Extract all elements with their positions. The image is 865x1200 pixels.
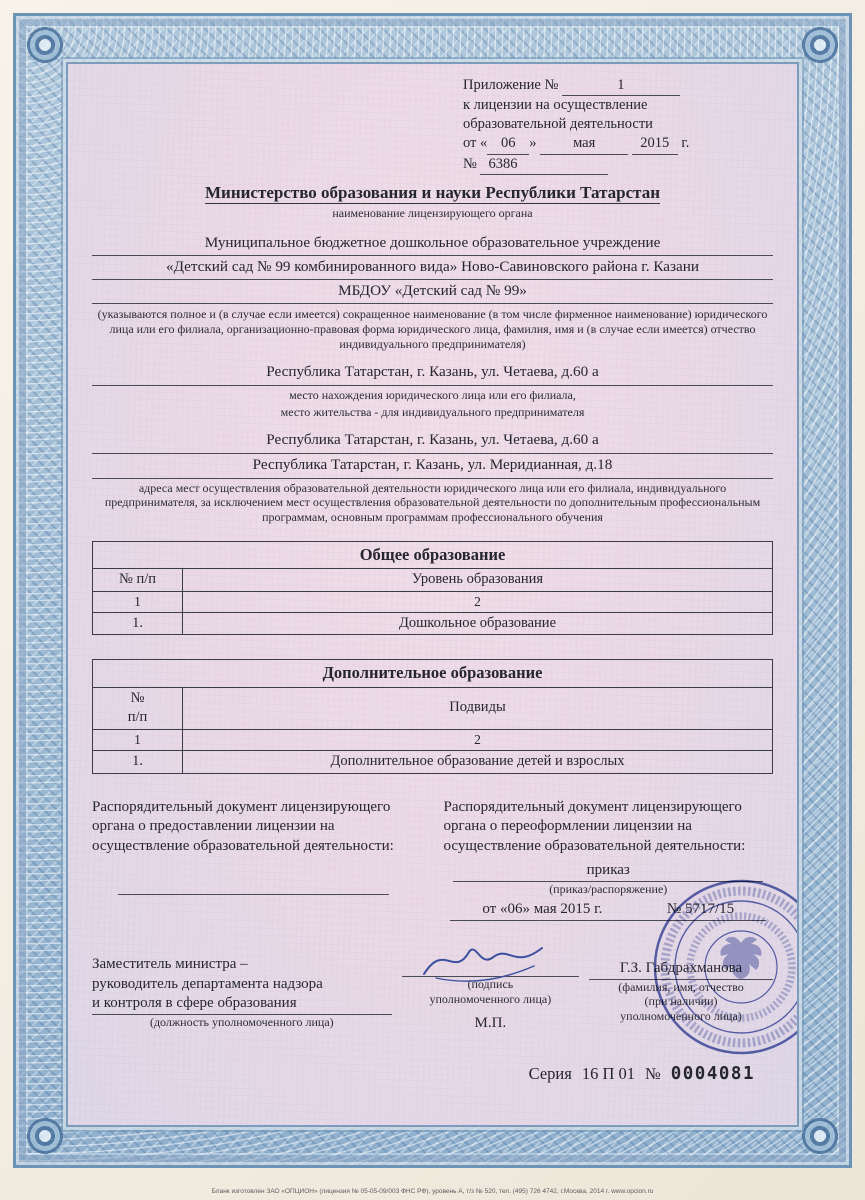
table-row <box>93 612 773 635</box>
ministry-caption: наименование лицензирующего органа <box>332 205 533 220</box>
index-cell: 2 <box>183 591 773 612</box>
license-date-line <box>463 134 771 154</box>
signatory-position <box>92 955 392 1034</box>
table-index-row <box>93 591 773 612</box>
position-line1: Заместитель министра – <box>92 956 248 973</box>
series-number: 0004081 <box>670 1063 755 1084</box>
corner-ornament <box>22 1113 68 1159</box>
location-caption2: место жительства - для индивидуального предпринимателя <box>280 404 585 419</box>
license-number: 6386 <box>480 155 608 175</box>
order-doc-number: № 5717/15 <box>666 901 735 918</box>
order-grant-text: Распорядительный документ лицензирующего органа о предоставлении лицензии на осуществление образовательной деятельности: <box>92 798 394 855</box>
row-value-cell: Дополнительное образование детей и взрослых <box>183 750 773 773</box>
appendix-line2: к лицензии на осуществление <box>463 97 648 114</box>
general-education-table <box>92 541 773 636</box>
name-caption2: (при наличии) <box>644 994 718 1009</box>
certificate-frame <box>13 13 852 1168</box>
signatory-name-block <box>589 955 773 1034</box>
activity-addresses-caption: адреса мест осуществления образовательной деятельности юридического лица или его филиала, индивидуального предпринимателя, за исключением мест осуществления образовательной деятельности по дополнительным профессиональным программам, основным программам профессионального обучения <box>104 480 761 525</box>
organization-name-line2: «Детский сад № 99 комбинированного вида» Ново-Савиновского района г. Казани <box>92 256 773 280</box>
order-doc-date: от «06» мая 2015 г. <box>482 901 603 918</box>
table-index-row <box>93 729 773 750</box>
general-education-title: Общее образование <box>93 541 773 568</box>
corner-ornament <box>797 1113 843 1159</box>
sign-caption1: (подпись <box>467 977 514 992</box>
series-line <box>92 1064 773 1084</box>
organization-name-line1: Муниципальное бюджетное дошкольное образовательное учреждение <box>92 232 773 256</box>
date-day: 06 <box>487 134 529 154</box>
organization-name-short: МБДОУ «Детский сад № 99» <box>92 280 773 304</box>
order-reissue-column <box>444 798 774 922</box>
order-doc-details <box>450 900 766 921</box>
col-header-level: Уровень образования <box>183 569 773 592</box>
date-suffix: г. <box>681 135 690 152</box>
printer-info: Бланк изготовлен ЗАО «ОПЦИОН» (лицензия № 05-05-09/003 ФНС РФ), уровень А, т/з № 520, тел. (495) 726 4742, г.Москва, 2014 г. www.opcion.ru <box>211 1188 654 1195</box>
date-month: мая <box>540 134 628 154</box>
index-cell: 1 <box>93 591 183 612</box>
position-line3: и контроля в сфере образования <box>92 994 392 1015</box>
table-header-row <box>93 687 773 729</box>
row-num-cell: 1. <box>93 750 183 773</box>
additional-education-title: Дополнительное образование <box>93 660 773 687</box>
license-number-label: № <box>463 155 477 172</box>
order-doc-caption: (приказ/распоряжение) <box>549 881 668 896</box>
location-caption1: место нахождения юридического лица или его филиала, <box>289 388 576 403</box>
appendix-label: Приложение № <box>463 77 559 93</box>
name-caption3: уполномоченного лица) <box>620 1008 742 1023</box>
handwritten-signature <box>414 936 554 982</box>
table-title-row <box>93 660 773 687</box>
series-label: Серия <box>528 1063 572 1083</box>
order-grant-column <box>92 798 422 922</box>
table-row <box>93 750 773 773</box>
table-header-row <box>93 569 773 592</box>
order-grant-blank-line <box>118 871 388 895</box>
col-header-subtypes: Подвиды <box>183 687 773 729</box>
appendix-number-line <box>463 76 771 96</box>
legal-address: Республика Татарстан, г. Казань, ул. Четаева, д.60 а <box>92 361 773 386</box>
position-caption: (должность уполномоченного лица) <box>149 1014 334 1029</box>
series-code: 16 П 01 <box>581 1063 635 1083</box>
location-block <box>92 361 773 419</box>
date-close: » <box>529 135 537 152</box>
licensing-authority <box>92 183 773 221</box>
appendix-line3: образовательной деятельности <box>463 116 653 133</box>
certificate-body <box>66 62 799 1127</box>
additional-education-table <box>92 659 773 773</box>
activity-addresses-block <box>92 429 773 524</box>
col-header-num: № п/п <box>93 569 183 592</box>
stamp-place-label: М.П. <box>474 1015 507 1032</box>
position-line2: руководитель департамента надзора <box>92 975 323 992</box>
appendix-header <box>463 76 771 175</box>
col-header-num: № п/п <box>93 687 183 729</box>
order-reissue-text: Распорядительный документ лицензирующего органа о переоформлении лицензии на осуществление образовательной деятельности: <box>443 798 746 855</box>
row-num-cell: 1. <box>93 612 183 635</box>
table-title-row <box>93 541 773 568</box>
orders-section <box>92 798 773 922</box>
date-year: 2015 <box>632 134 678 154</box>
organization-block <box>92 232 773 351</box>
series-no-sign: № <box>644 1063 661 1083</box>
activity-address-2: Республика Татарстан, г. Казань, ул. Меридианная, д.18 <box>92 454 773 479</box>
date-prefix: от « <box>463 135 488 152</box>
index-cell: 1 <box>93 729 183 750</box>
license-number-line <box>463 155 771 175</box>
index-cell: 2 <box>183 729 773 750</box>
organization-caption: (указываются полное и (в случае если имеется) сокращенное наименование (в том числе фирменное наименование) юридического лица или его филиала, организационно-правовая форма юридического лица, фамилия, имя и (в случае если имеется) отчество индивидуального предпринимателя) <box>97 307 768 351</box>
appendix-number: 1 <box>562 76 680 96</box>
signatory-name: Г.З. Габдрахманова <box>589 955 773 980</box>
corner-ornament <box>797 22 843 68</box>
signature-area <box>392 955 589 1034</box>
signature-line <box>402 955 579 977</box>
sign-caption2: уполномоченного лица) <box>429 991 552 1006</box>
order-doc-type: приказ <box>453 861 763 882</box>
signature-section <box>92 955 773 1034</box>
name-caption1: (фамилия, имя, отчество <box>618 979 744 994</box>
row-value-cell: Дошкольное образование <box>183 612 773 635</box>
ministry-title: Министерство образования и науки Республики Татарстан <box>205 182 660 202</box>
corner-ornament <box>22 22 68 68</box>
activity-address-1: Республика Татарстан, г. Казань, ул. Четаева, д.60 а <box>92 429 773 454</box>
